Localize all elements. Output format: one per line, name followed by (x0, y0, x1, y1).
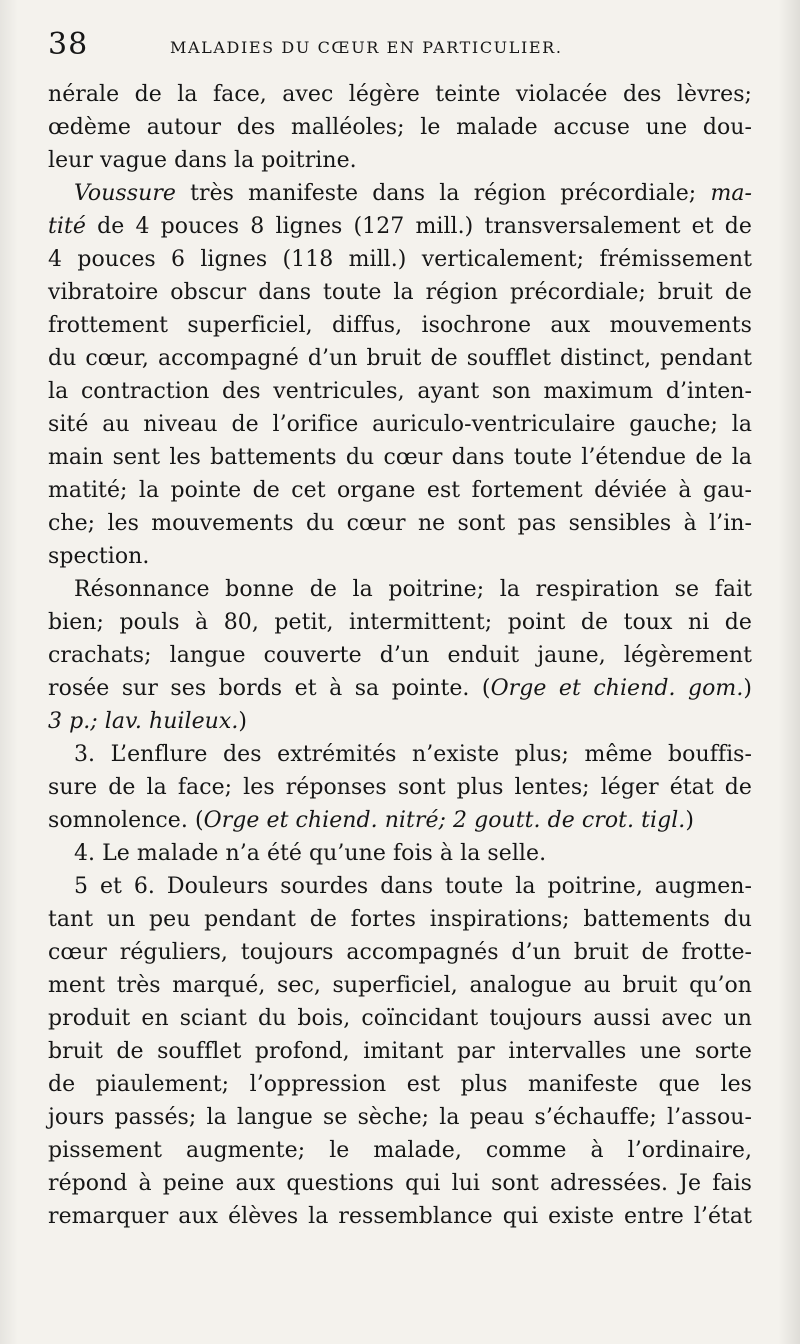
text-line-14: che; les mouvements du cœur ne sont pas sensibles à l’in- (48, 511, 752, 536)
text-line-18: crachats; langue couverte d’un enduit jaune, légèrement (48, 643, 752, 668)
text-line-28: ment très marqué, sec, superficiel, analogue au bruit qu’on (48, 973, 752, 998)
text-line-23 (48, 804, 752, 837)
prescription-2-close: ) (238, 709, 248, 734)
text-line-27: cœur réguliers, toujours accompagnés d’un bruit de frotte- (48, 940, 752, 965)
prescription-2: 3 p.; lav. huileux. (48, 709, 239, 734)
text-line-2: œdème autour des malléoles; le malade accuse une dou- (48, 115, 752, 140)
text-line-31: de piaulement; l’oppression est plus manifeste que les (48, 1072, 752, 1097)
text-line-5-roman: de 4 pouces 8 lignes (127 mill.) transversalement et de (97, 214, 752, 239)
text-line-7: vibratoire obscur dans toute la région précordiale; bruit de (48, 280, 752, 305)
text-line-17: bien; pouls à 80, petit, intermittent; point de toux ni de (48, 610, 752, 635)
text-line-35: remarquer aux élèves la ressemblance qui existe entre l’état (48, 1204, 752, 1229)
text-line-33: pissement augmente; le malade, comme à l’ordinaire, (48, 1138, 752, 1163)
text-line-24: 4. Le malade n’a été qu’une fois à la selle. (74, 841, 547, 866)
prescription-1-close: ) (743, 676, 753, 701)
text-line-19 (48, 672, 752, 705)
text-line-34: répond à peine aux questions qui lui sont adressées. Je fais (48, 1171, 752, 1196)
prescription-1: Orge et chiend. gom. (490, 676, 744, 701)
text-line-29: produit en sciant du bois, coïncidant toujours aussi avec un (48, 1006, 752, 1031)
page-number: 38 (48, 27, 89, 62)
text-line-19-roman: rosée sur ses bords et à sa pointe. ( (48, 676, 491, 701)
text-line-23-roman: somnolence. ( (48, 808, 204, 833)
matite-prefix: ma- (710, 181, 752, 206)
running-title: MALADIES DU CŒUR EN PARTICULIER. (170, 38, 563, 57)
running-head (48, 28, 752, 68)
text-line-8: frottement superficiel, diffus, isochrone aux mouvements (48, 313, 752, 338)
text-line-30: bruit de soufflet profond, imitant par intervalles une sorte (48, 1039, 752, 1064)
prescription-3-close: ) (685, 808, 694, 833)
text-line-21: 3. L’enflure des extrémités n’existe plus; même bouffis- (74, 742, 752, 767)
text-line-9: du cœur, accompagné d’un bruit de soufflet distinct, pendant (48, 346, 752, 371)
text-line-15: spection. (48, 544, 150, 569)
text-line-1: nérale de la face, avec légère teinte violacée des lèvres; (48, 82, 752, 107)
text-line-26: tant un peu pendant de fortes inspirations; battements du (48, 907, 752, 932)
text-line-10: la contraction des ventricules, ayant son maximum d’inten- (48, 379, 752, 404)
text-line-4 (48, 177, 752, 210)
text-line-32: jours passés; la langue se sèche; la peau s’échauffe; l’assou- (48, 1105, 752, 1130)
text-line-20 (48, 705, 752, 738)
text-line-22: sure de la face; les réponses sont plus lentes; léger état de (48, 775, 752, 800)
voussure-label: Voussure (74, 181, 176, 206)
text-line-12: main sent les battements du cœur dans toute l’étendue de la (48, 445, 752, 470)
text-line-16: Résonnance bonne de la poitrine; la respiration se fait (74, 577, 752, 602)
page-body (48, 78, 752, 1233)
text-line-11: sité au niveau de l’orifice auriculo-ventriculaire gauche; la (48, 412, 752, 437)
text-line-4-roman: très manifeste dans la région précordiale; (175, 181, 711, 206)
text-line-6: 4 pouces 6 lignes (118 mill.) verticalement; frémissement (48, 247, 752, 272)
text-line-25: 5 et 6. Douleurs sourdes dans toute la poitrine, augmen- (74, 874, 752, 899)
text-line-3: leur vague dans la poitrine. (48, 148, 357, 173)
matite-suffix: tité (48, 214, 86, 239)
text-line-5 (48, 210, 752, 243)
prescription-3: Orge et chiend. nitré; 2 goutt. de crot. tigl. (203, 808, 686, 833)
text-line-13: matité; la pointe de cet organe est fortement déviée à gau- (48, 478, 752, 503)
